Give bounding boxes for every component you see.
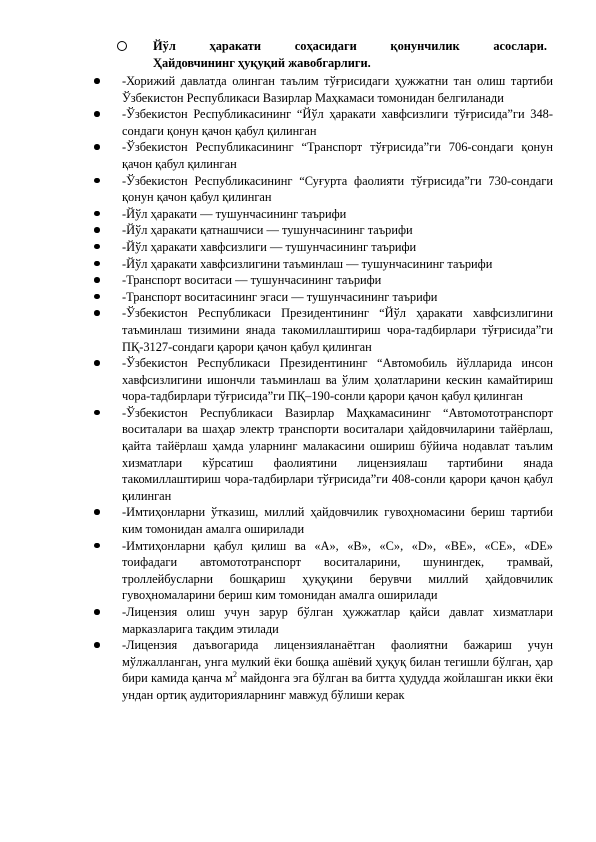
list-item	[94, 173, 553, 206]
list-item-text: -Ўзбекистон Республикаси Вазирлар Маҳкамасининг “Автомототранспорт воситалари ва шаҳар электр транспорти воситалари ҳайдовчиларини тайёрлаш, қайта тайёрлаш ҳамда уларнинг малакасини ошириш бўйича нодавлат таълим хизматлари кўрсатиш фаолиятини лицензиялаш тартибини янада такомиллаштириш чора-тадбирлари тўғрисида”ги 408-сонли қарори қачон қабул қилинган	[122, 405, 553, 503]
list-item-text: -Транспорт воситаси — тушунчасининг таърифи	[122, 273, 382, 288]
bullet-icon	[94, 78, 100, 84]
section-heading	[117, 38, 547, 71]
list-item	[94, 139, 553, 172]
list-item-text: -Ўзбекистон Республикасининг “Транспорт тўғрисида”ги 706-сондаги қонун қачон қабул қилинган	[122, 140, 553, 171]
list-item	[94, 73, 553, 106]
list-item	[94, 106, 553, 139]
list-item-text: -Ўзбекистон Республикасининг “Йўл ҳаракати хавфсизлиги тўғрисида”ги 348-сондаги қонун қачон қабул қилинган	[122, 107, 553, 138]
list-item	[94, 637, 553, 703]
hollow-circle-bullet-icon	[117, 41, 127, 51]
list-item	[94, 256, 553, 273]
bullet-icon	[94, 277, 100, 283]
list-item	[94, 305, 553, 355]
list-item-text-after: майдонга эга бўлган ва битта ҳудудда жойлашган икки ёки ундан ортиқ аудиторияларнинг мавжуд бўлиши керак	[122, 671, 553, 702]
heading-line-2: Ҳайдовчининг ҳуқуқий жавобгарлиги.	[153, 55, 371, 70]
superscript-exponent: 2	[232, 670, 237, 680]
list-item	[94, 355, 553, 405]
bullet-icon	[94, 310, 100, 316]
list-item	[94, 272, 553, 289]
list-item-text: -Имтиҳонларни ўтказиш, миллий ҳайдовчилик гувоҳномасини бериш тартиби ким томонидан амалга оширилади	[122, 505, 553, 537]
bullet-icon	[94, 244, 100, 250]
bullet-icon	[94, 211, 100, 217]
list-item-text: -Хорижий давлатда олинган таълим тўғрисидаги ҳужжатни тан олиш тартиби Ўзбекистон Республикаси Вазирлар Маҳкамаси томонидан белгиланади	[122, 74, 553, 105]
list-item	[94, 405, 553, 505]
list-item-text: -Ўзбекистон Республикаси Президентининг “Йўл ҳаракати хавфсизлигини таъминлаш тизимини янада такомиллаштириш чора-тадбирлари тўғрисида”ги ПҚ-3127-сондаги қарори қачон қабул қилинган	[122, 306, 553, 354]
list-item	[94, 206, 553, 223]
bullet-icon	[94, 543, 100, 549]
bullet-icon	[94, 261, 100, 267]
bullet-icon	[94, 144, 100, 150]
bullet-icon	[94, 111, 100, 117]
list-item-text: -Имтиҳонларни қабул қилиш ва «А», «В», «С», «D», «ВЕ», «СЕ», «DE» тоифадаги автомототранспорт воситаларини, шунингдек, трамвай, троллейбусларни бошқариш ҳуқуқини берувчи миллий ҳайдовчилик гувоҳномаларини бериш ким томонидан амалга оширилади	[122, 538, 553, 603]
bullet-icon	[94, 227, 100, 233]
list-item-text: -Йўл ҳаракати — тушунчасининг таърифи	[122, 206, 347, 221]
topic-list	[94, 73, 553, 704]
list-item-text-before: -Лицензия даъвогарида лицензияланаётган фаолиятни бажариш учун мўлжалланган, унга мулкий ёки бошқа ашёвий ҳуқуқ билан тегишли бўлган, ҳар бири камида қанча м	[122, 638, 553, 686]
bullet-icon	[94, 294, 100, 300]
bullet-icon	[94, 642, 100, 648]
list-item	[94, 504, 553, 537]
list-item-text: -Транспорт воситасининг эгаси — тушунчасининг таърифи	[122, 289, 438, 304]
bullet-icon	[94, 178, 100, 184]
list-item-text: -Лицензия олиш учун зарур бўлган ҳужжатлар қайси давлат хизматлари марказларига тақдим этилади	[122, 605, 553, 636]
list-item-text: -Ўзбекистон Республикасининг “Суғурта фаолияти тўғрисида”ги 730-сондаги қонун қачон қабул қилинган	[122, 173, 553, 205]
list-item	[94, 604, 553, 637]
bullet-icon	[94, 410, 100, 416]
list-item-text: -Йўл ҳаракати хавфсизлиги — тушунчасининг таърифи	[122, 239, 417, 254]
bullet-icon	[94, 509, 100, 515]
list-item	[94, 222, 553, 239]
list-item	[94, 538, 553, 604]
list-item	[94, 239, 553, 256]
bullet-icon	[94, 609, 100, 615]
list-item	[94, 289, 553, 306]
list-item-text: -Ўзбекистон Республикаси Президентининг “Автомобиль йўлларида инсон хавфсизлигини ишончли таъминлаш ва ўлим ҳолатларини кескин камайтириш чора-тадбирлари тўғрисида”ги ПҚ–190-сонли қарори қачон қабул қилинган	[122, 356, 553, 404]
list-item-text: -Йўл ҳаракати хавфсизлигини таъминлаш — тушунчасининг таърифи	[122, 256, 493, 271]
list-item-text: -Йўл ҳаракати қатнашчиси — тушунчасининг таърифи	[122, 223, 413, 238]
bullet-icon	[94, 360, 100, 366]
heading-line-1: Йўл ҳаракати соҳасидаги қонунчилик асослари.	[153, 39, 547, 53]
